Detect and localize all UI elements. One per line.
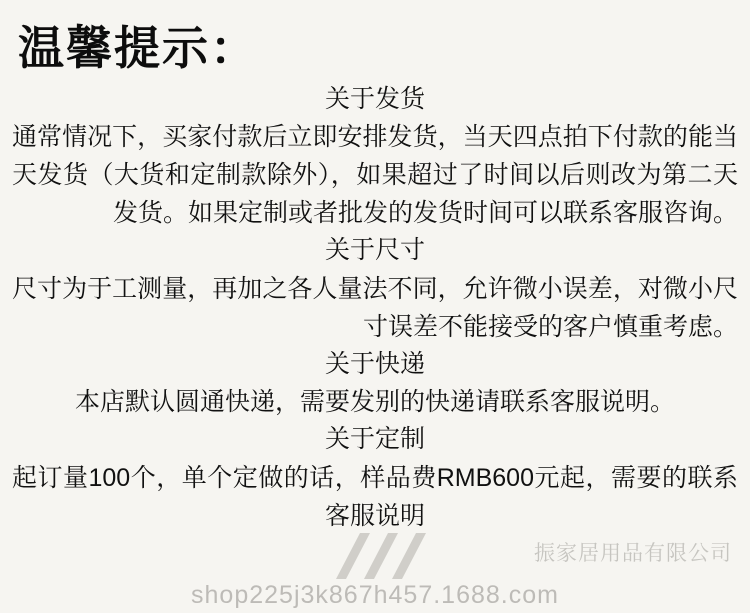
section-express	[8, 346, 742, 422]
watermark-company: 振家居用品有限公司	[534, 542, 732, 565]
section-body: 本店默认圆通快递，需要发别的快递请联系客服说明。	[74, 388, 675, 417]
page-title: 温馨提示：	[18, 22, 258, 74]
section-heading: 关于快递	[324, 349, 425, 378]
section-body: 通常情况下，买家付款后立即安排发货，当天四点拍下付款的能当天发货（大货和定制款除外），如果超过了时间以后则改为第二天发货。如果定制或者批发的发货时间可以联系客服咨询。	[12, 123, 738, 228]
section-customization	[8, 421, 742, 535]
section-shipping	[8, 81, 742, 233]
section-size	[8, 232, 742, 346]
section-body: 起订量100个，单个定做的话，样品费RMB600元起，需要的联系客服说明	[12, 463, 738, 530]
watermark-shop-url: shop225j3k867h457.1688.com	[191, 581, 559, 609]
section-body: 尺寸为于工测量，再加之各人量法不同，允许微小误差，对微小尺寸误差不能接受的客户慎重考虑。	[12, 274, 738, 341]
section-heading: 关于尺寸	[324, 236, 425, 265]
section-heading: 关于定制	[324, 425, 425, 454]
watermark-logo-icon	[330, 527, 426, 585]
section-heading: 关于发货	[324, 84, 425, 113]
